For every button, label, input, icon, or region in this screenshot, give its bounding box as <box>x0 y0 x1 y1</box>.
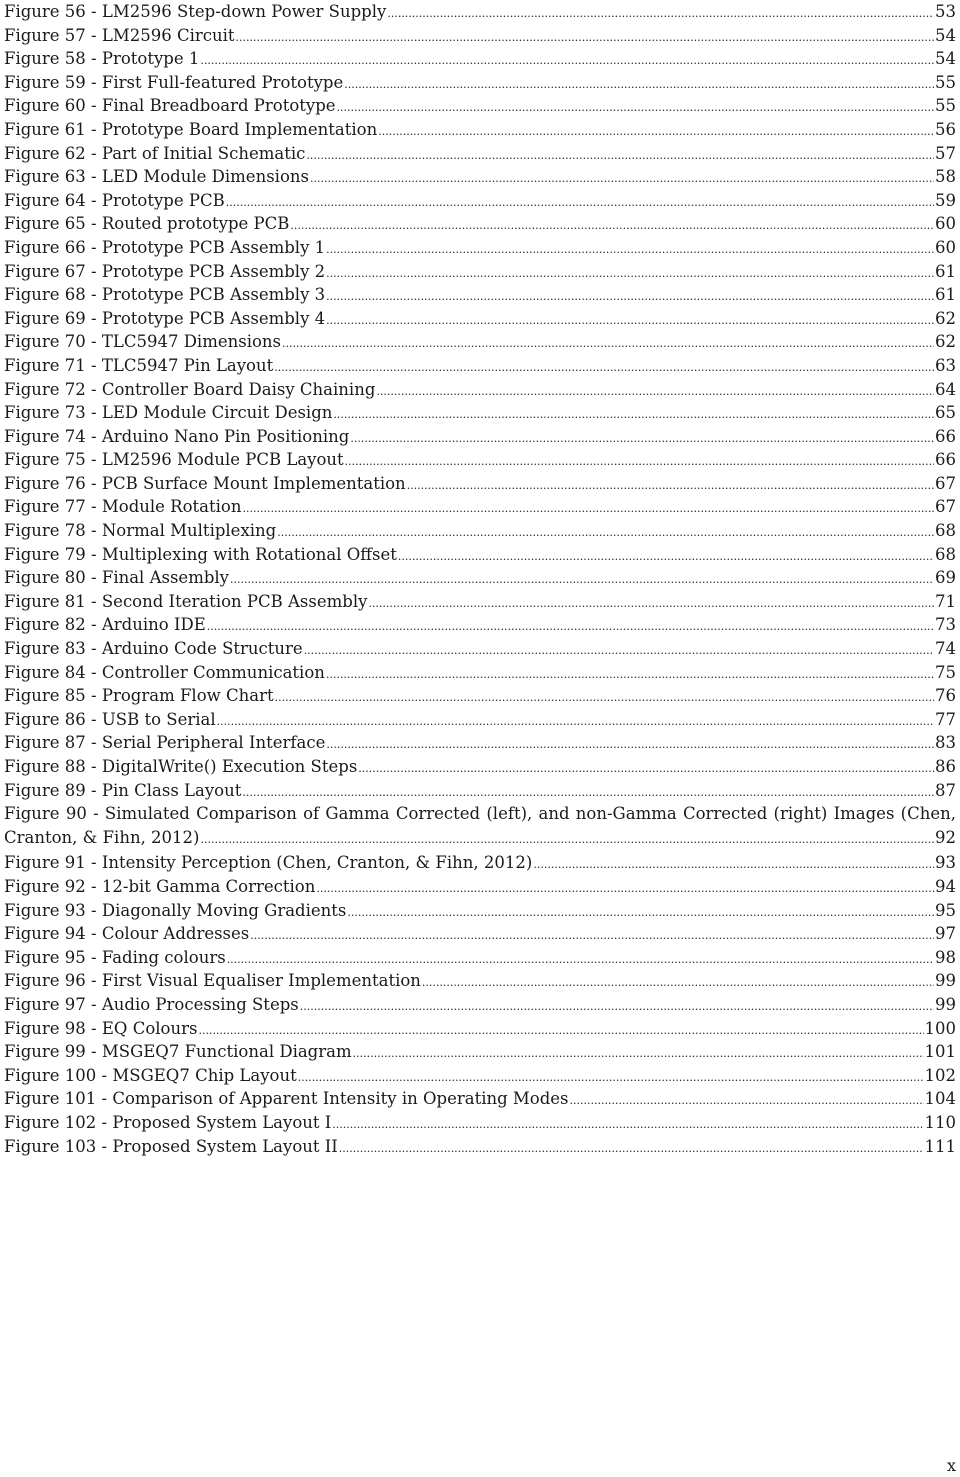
toc-entry-title: Figure 61 - Prototype Board Implementation <box>4 119 378 139</box>
toc-entry[interactable] <box>4 1111 956 1135</box>
dot-leader <box>277 521 934 545</box>
dot-leader <box>250 924 934 948</box>
toc-entry[interactable] <box>4 708 956 732</box>
toc-entry-title: Figure 89 - Pin Class Layout <box>4 780 242 800</box>
dot-leader <box>387 2 934 26</box>
toc-entry-title-continued: Cranton, & Fihn, 2012) <box>4 827 200 847</box>
toc-entry[interactable] <box>4 448 956 472</box>
dot-leader <box>298 1066 924 1090</box>
toc-entry-title: Figure 94 - Colour Addresses <box>4 924 250 944</box>
toc-entry-title: Figure 67 - Prototype PCB Assembly 2 <box>4 261 326 281</box>
toc-entry-page-number: 57 <box>935 143 956 163</box>
dot-leader <box>407 474 934 498</box>
dot-leader <box>350 427 934 451</box>
toc-entry[interactable] <box>4 425 956 449</box>
toc-entry[interactable] <box>4 71 956 95</box>
toc-entry[interactable] <box>4 684 956 708</box>
toc-entry[interactable] <box>4 613 956 637</box>
dot-leader <box>304 639 934 663</box>
toc-entry-title: Figure 101 - Comparison of Apparent Intensity in Operating Modes <box>4 1089 569 1109</box>
toc-entry-title: Figure 62 - Part of Initial Schematic <box>4 143 306 163</box>
toc-entry-page-number: 97 <box>935 924 956 944</box>
toc-entry-page-number: 86 <box>935 757 956 776</box>
toc-entry-page-number: 77 <box>935 709 956 729</box>
toc-entry-page-number: 68 <box>935 521 956 541</box>
toc-entry-page-number: 99 <box>935 971 956 991</box>
toc-entry-page-number: 60 <box>935 214 956 234</box>
toc-entry-title: Figure 56 - LM2596 Step-down Power Supply <box>4 2 387 21</box>
toc-entry-page-number: 63 <box>935 355 956 375</box>
toc-entry-title: Figure 83 - Arduino Code Structure <box>4 639 303 659</box>
toc-entry-title: Figure 80 - Final Assembly <box>4 568 230 588</box>
dot-leader <box>570 1089 924 1113</box>
table-of-figures <box>4 0 956 1158</box>
toc-entry[interactable] <box>4 661 956 685</box>
toc-entry-page-number: 93 <box>935 853 956 873</box>
toc-entry-title: Figure 68 - Prototype PCB Assembly 3 <box>4 285 326 305</box>
toc-entry[interactable] <box>4 1064 956 1088</box>
toc-entry[interactable] <box>4 165 956 189</box>
toc-entry-title: Figure 75 - LM2596 Module PCB Layout <box>4 450 344 470</box>
dot-leader <box>316 877 934 901</box>
dot-leader <box>345 450 934 474</box>
toc-entry[interactable] <box>4 1135 956 1159</box>
toc-entry-title: Figure 59 - First Full-featured Prototype <box>4 72 344 92</box>
toc-entry-title: Figure 87 - Serial Peripheral Interface <box>4 733 326 753</box>
toc-entry-title: Figure 95 - Fading colours <box>4 947 226 967</box>
dot-leader <box>300 995 934 1019</box>
toc-entry[interactable] <box>4 189 956 213</box>
toc-entry-title: Figure 96 - First Visual Equaliser Implementation <box>4 971 421 991</box>
toc-entry-page-number: 92 <box>935 827 956 847</box>
toc-entry-title: Figure 71 - TLC5947 Pin Layout <box>4 355 274 375</box>
toc-entry[interactable] <box>4 236 956 260</box>
toc-entry-title: Figure 69 - Prototype PCB Assembly 4 <box>4 308 326 328</box>
toc-entry-page-number: 55 <box>935 96 956 116</box>
dot-leader <box>230 568 934 592</box>
toc-entry-page-number: 55 <box>935 72 956 92</box>
toc-entry[interactable] <box>4 401 956 425</box>
dot-leader <box>358 757 934 781</box>
dot-leader <box>217 710 934 734</box>
toc-entry-page-number: 111 <box>924 1136 956 1156</box>
toc-entry-title: Figure 84 - Controller Communication <box>4 662 325 682</box>
toc-entry[interactable] <box>4 922 956 946</box>
toc-entry[interactable] <box>4 519 956 543</box>
dot-leader <box>339 1137 924 1161</box>
toc-entry-title: Figure 98 - EQ Colours <box>4 1018 198 1038</box>
dot-leader <box>332 1113 923 1137</box>
dot-leader <box>353 1042 924 1066</box>
dot-leader <box>378 120 934 144</box>
toc-entry-page-number: 76 <box>935 686 956 706</box>
toc-entry-title: Figure 70 - TLC5947 Dimensions <box>4 332 282 352</box>
toc-entry[interactable] <box>4 1087 956 1111</box>
toc-entry-title: Figure 103 - Proposed System Layout II <box>4 1136 338 1156</box>
dot-leader <box>282 332 934 356</box>
toc-entry-title: Figure 99 - MSGEQ7 Functional Diagram <box>4 1042 352 1062</box>
toc-entry-title: Figure 91 - Intensity Perception (Chen, Cranton, & Fihn, 2012) <box>4 853 533 873</box>
toc-entry-page-number: 54 <box>935 25 956 45</box>
toc-entry[interactable] <box>4 142 956 166</box>
toc-entry[interactable] <box>4 354 956 378</box>
toc-entry-page-number: 71 <box>935 591 956 611</box>
toc-entry[interactable] <box>4 330 956 354</box>
dot-leader <box>242 781 934 805</box>
toc-entry-page-number: 54 <box>935 49 956 69</box>
dot-leader <box>326 262 934 286</box>
toc-entry-title: Figure 76 - PCB Surface Mount Implementation <box>4 473 406 493</box>
toc-entry-page-number: 56 <box>935 119 956 139</box>
toc-entry[interactable] <box>4 378 956 402</box>
toc-entry-page-number: 58 <box>935 167 956 187</box>
toc-entry-title: Figure 100 - MSGEQ7 Chip Layout <box>4 1065 297 1085</box>
toc-entry-page-number: 94 <box>935 876 956 896</box>
toc-entry-page-number: 67 <box>935 473 956 493</box>
toc-entry-title: Figure 85 - Program Flow Chart <box>4 686 274 706</box>
toc-entry[interactable] <box>4 47 956 71</box>
toc-entry-page-number: 95 <box>935 900 956 920</box>
dot-leader <box>275 686 934 710</box>
toc-entry-page-number: 87 <box>935 780 956 800</box>
toc-entry[interactable] <box>4 875 956 899</box>
toc-entry-page-number: 98 <box>935 947 956 967</box>
toc-entry[interactable] <box>4 1040 956 1064</box>
dot-leader <box>422 971 934 995</box>
toc-entry-title: Figure 57 - LM2596 Circuit <box>4 25 235 45</box>
toc-entry-page-number: 67 <box>935 497 956 517</box>
toc-entry-title: Figure 81 - Second Iteration PCB Assembly <box>4 591 368 611</box>
toc-entry-title: Figure 77 - Module Rotation <box>4 497 242 517</box>
toc-entry-title: Figure 86 - USB to Serial <box>4 709 216 729</box>
dot-leader <box>290 214 934 238</box>
toc-entry[interactable] <box>4 779 956 803</box>
dot-leader <box>337 96 934 120</box>
toc-entry-page-number: 61 <box>935 285 956 305</box>
dot-leader <box>326 733 934 757</box>
toc-entry-page-number: 75 <box>935 662 956 682</box>
toc-entry-title: Figure 66 - Prototype PCB Assembly 1 <box>4 237 326 257</box>
toc-entry-page-number: 73 <box>935 615 956 635</box>
dot-leader <box>242 497 934 521</box>
toc-entry-page-number: 102 <box>924 1065 956 1085</box>
toc-entry-title: Figure 90 - Simulated Comparison of Gamma Corrected (left), and non-Gamma Corrected (right) Images (Chen, <box>4 804 956 824</box>
toc-entry[interactable] <box>4 283 956 307</box>
dot-leader <box>198 1019 923 1043</box>
toc-entry-page-number: 66 <box>935 426 956 446</box>
toc-entry-title: Figure 92 - 12-bit Gamma Correction <box>4 876 316 896</box>
toc-entry[interactable] <box>4 212 956 236</box>
toc-entry-page-number: 100 <box>924 1018 956 1038</box>
dot-leader <box>200 49 934 73</box>
dot-leader <box>398 545 934 569</box>
toc-entry[interactable] <box>4 755 956 779</box>
toc-entry-page-number: 74 <box>935 639 956 659</box>
toc-entry-title: Figure 73 - LED Module Circuit Design <box>4 403 333 423</box>
toc-entry-page-number: 53 <box>935 2 956 21</box>
toc-entry-title: Figure 93 - Diagonally Moving Gradients <box>4 900 347 920</box>
toc-entry-title: Figure 82 - Arduino IDE <box>4 615 206 635</box>
dot-leader <box>306 144 934 168</box>
dot-leader <box>333 403 934 427</box>
toc-entry-page-number: 66 <box>935 450 956 470</box>
toc-entry-title: Figure 63 - LED Module Dimensions <box>4 167 309 187</box>
toc-entry[interactable] <box>4 118 956 142</box>
toc-entry[interactable] <box>4 0 956 24</box>
toc-entry[interactable] <box>4 899 956 923</box>
dot-leader <box>368 592 934 616</box>
toc-entry[interactable] <box>4 1017 956 1041</box>
toc-entry[interactable] <box>4 566 956 590</box>
toc-entry[interactable] <box>4 307 956 331</box>
toc-entry-title: Figure 102 - Proposed System Layout I <box>4 1112 332 1132</box>
toc-entry-page-number: 101 <box>924 1042 956 1062</box>
toc-entry-title: Figure 79 - Multiplexing with Rotational Offset <box>4 544 397 564</box>
toc-entry-title: Figure 72 - Controller Board Daisy Chaining <box>4 379 376 399</box>
dot-leader <box>347 901 934 925</box>
page-number: x <box>946 1456 956 1475</box>
dot-leader <box>274 356 934 380</box>
toc-entry-title: Figure 88 - DigitalWrite() Execution Steps <box>4 757 358 776</box>
toc-entry-title: Figure 60 - Final Breadboard Prototype <box>4 96 336 116</box>
dot-leader <box>226 191 934 215</box>
toc-entry-page-number: 61 <box>935 261 956 281</box>
dot-leader <box>344 73 934 97</box>
toc-entry[interactable] <box>4 472 956 496</box>
dot-leader <box>207 615 934 639</box>
toc-entry-page-number: 110 <box>924 1112 956 1132</box>
toc-entry-page-number: 104 <box>924 1089 956 1109</box>
toc-entry-page-number: 64 <box>935 379 956 399</box>
toc-entry[interactable] <box>4 24 956 48</box>
dot-leader <box>310 167 934 191</box>
dot-leader <box>326 238 934 262</box>
toc-entry[interactable] <box>4 495 956 519</box>
toc-entry[interactable] <box>4 993 956 1017</box>
toc-entry-page-number: 65 <box>935 403 956 423</box>
toc-entry-title: Figure 78 - Normal Multiplexing <box>4 521 277 541</box>
toc-entry[interactable] <box>4 94 956 118</box>
toc-entry[interactable] <box>4 851 956 875</box>
dot-leader <box>376 380 934 404</box>
dot-leader <box>201 828 935 852</box>
toc-entry[interactable] <box>4 260 956 284</box>
toc-entry[interactable] <box>4 543 956 567</box>
toc-entry-title: Figure 97 - Audio Processing Steps <box>4 994 299 1014</box>
toc-entry[interactable] <box>4 590 956 614</box>
toc-entry-page-number: 68 <box>935 544 956 564</box>
dot-leader <box>227 948 934 972</box>
toc-entry-title: Figure 65 - Routed prototype PCB <box>4 214 290 234</box>
dot-leader <box>326 309 934 333</box>
toc-entry-page-number: 69 <box>935 568 956 588</box>
toc-entry-page-number: 60 <box>935 237 956 257</box>
toc-entry-page-number: 99 <box>935 994 956 1014</box>
toc-entry-page-number: 83 <box>935 733 956 753</box>
toc-entry[interactable] <box>4 946 956 970</box>
toc-entry-page-number: 62 <box>935 332 956 352</box>
dot-leader <box>326 663 934 687</box>
toc-entry-title: Figure 64 - Prototype PCB <box>4 190 225 210</box>
toc-entry[interactable] <box>4 637 956 661</box>
toc-entry-title: Figure 58 - Prototype 1 <box>4 49 200 69</box>
toc-entry[interactable] <box>4 969 956 993</box>
toc-entry-page-number: 62 <box>935 308 956 328</box>
dot-leader <box>326 285 934 309</box>
dot-leader <box>533 853 934 877</box>
toc-entry-page-number: 59 <box>935 190 956 210</box>
toc-entry[interactable] <box>4 802 956 851</box>
dot-leader <box>236 26 934 50</box>
toc-entry-title: Figure 74 - Arduino Nano Pin Positioning <box>4 426 350 446</box>
toc-entry[interactable] <box>4 731 956 755</box>
